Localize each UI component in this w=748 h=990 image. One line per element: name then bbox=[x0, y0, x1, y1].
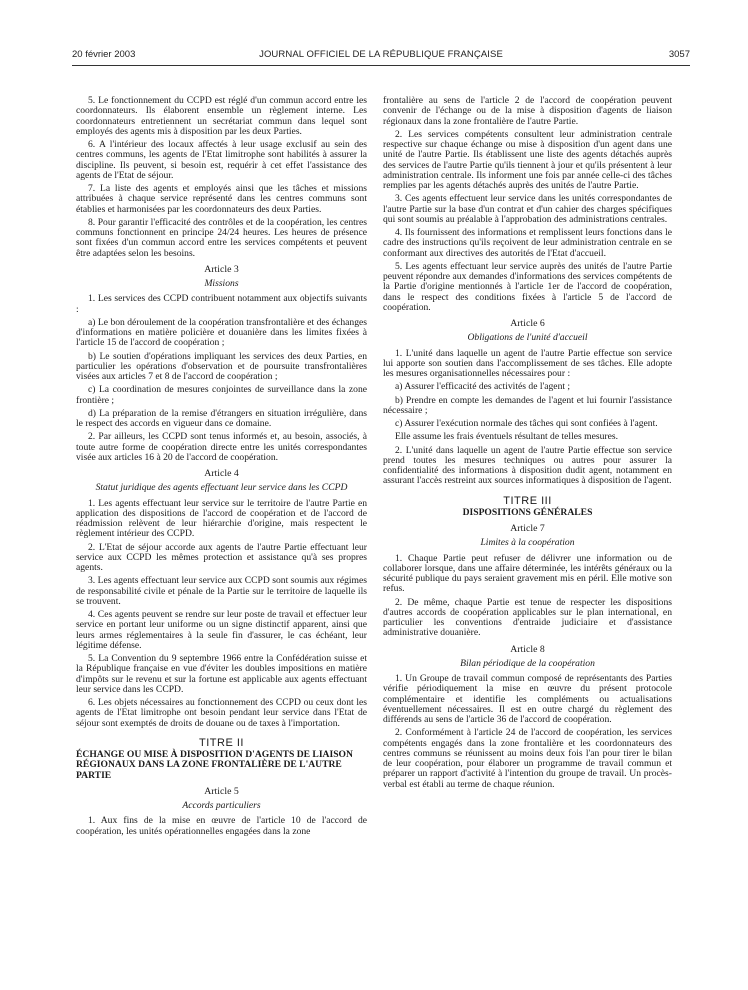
paragraph: 7. La liste des agents et employés ainsi que les tâches et missions attribuées à chaque service représenté dans les centres communs sont établies et harmonisées par les coordonnateurs des deux Parties. bbox=[76, 183, 367, 215]
paragraph: 4. Ils fournissent des informations et remplissent leurs fonctions dans le cadre des instructions qu'ils reçoivent de leur administration centrale en se conformant aux directives des autorités de l'Etat d'accueil. bbox=[383, 227, 672, 259]
article-subtitle: Obligations de l'unité d'accueil bbox=[467, 332, 588, 344]
article-subtitle: Limites à la coopération bbox=[480, 537, 575, 549]
paragraph: Elle assume les frais éventuels résultant de telles mesures. bbox=[395, 431, 618, 443]
list-item: b) Le soutien d'opérations impliquant les services des deux Parties, en particulier les opérations d'observation et de poursuite transfrontalières visées aux articles 7 et 8 de l'accord de coopération ; bbox=[76, 350, 367, 382]
paragraph: 2. L'unité dans laquelle un agent de l'autre Partie effectue son service prend toutes les mesures techniques ou autres pour assurer la confidentialité des informations à disposition dudit agent, notamment en assurant l'accès restreint aux sources informatiques à disposition de l'agent. bbox=[383, 444, 672, 487]
article-subtitle: Missions bbox=[204, 278, 239, 289]
paragraph: 5. La Convention du 9 septembre 1966 entre la Confédération suisse et la République française en vue d'éviter les doubles impositions en matière d'impôts sur le revenu et sur la fortune est applicable aux agents effectuant leur service dans les CCPD. bbox=[76, 653, 367, 695]
list-item: a) Le bon déroulement de la coopération transfrontalière et des échanges d'informations en matière policière et douanière dans les limites fixées à l'article 15 de l'accord de coopération ; bbox=[76, 316, 367, 349]
article-subtitle: Bilan périodique de la coopération bbox=[460, 657, 595, 669]
article-subtitle: Accords particuliers bbox=[182, 800, 261, 811]
paragraph: 1. L'unité dans laquelle un agent de l'autre Partie effectue son service lui apporte son soutien dans l'accomplissement de ses tâches. Elle adopte les mesures organisationnelles nécessaires pour : bbox=[383, 347, 672, 379]
article-heading: Article 3 bbox=[204, 263, 239, 275]
issue-date: 20 février 2003 bbox=[72, 49, 136, 60]
paragraph: 3. Les agents effectuant leur service aux CCPD sont soumis aux régimes de responsabilité civile et pénale de la Partie sur le territoire de laquelle ils se trouvent. bbox=[76, 575, 367, 607]
list-item: b) Prendre en compte les demandes de l'agent et lui fournir l'assistance nécessaire ; bbox=[383, 394, 672, 416]
paragraph: 1. Les services des CCPD contribuent notamment aux objectifs suivants : bbox=[76, 293, 367, 315]
paragraph: 2. Les services compétents consultent leur administration centrale respective sur chaque échange ou mise à disposition d'un agent dans une unité de l'autre Partie. Ils établissent une liste des agents détachés auprès des services de l'autre Partie qu'ils tiennent à jour et qu'ils présentent à leur administration centrale. Ils informent une fois par année celle-ci des tâches remplies par les agents détachés auprès des unités de l'autre Partie. bbox=[383, 128, 672, 191]
article-heading: Article 4 bbox=[204, 468, 239, 479]
paragraph: 6. Les objets nécessaires au fonctionnement des CCPD ou ceux dont les agents de l'Etat limitrophe ont besoin pendant leur service dans l'Etat de séjour sont exemptés de droits de douane ou de taxes à l'importation. bbox=[76, 697, 367, 729]
paragraph: 1. Les agents effectuant leur service sur le territoire de l'autre Partie en application des dispositions de l'accord de coopération et de l'accord de réadmission relèvent de leur hiérarchie d'origine, mais respectent le règlement intérieur des CCPD. bbox=[76, 497, 367, 540]
list-item: d) La préparation de la remise d'étrangers en situation irrégulière, dans le respect des accords en vigueur dans ce domaine. bbox=[76, 407, 367, 429]
paragraph: 1. Aux fins de la mise en œuvre de l'article 10 de l'accord de coopération, les unités opérationnelles engagées dans la zone bbox=[76, 815, 367, 837]
header-rule bbox=[72, 65, 690, 66]
titre-heading: TITRE II bbox=[199, 736, 244, 749]
article-heading: Article 7 bbox=[510, 523, 545, 534]
list-item: a) Assurer l'efficacité des activités de l'agent ; bbox=[395, 381, 571, 393]
paragraph: 1. Chaque Partie peut refuser de délivrer une information ou de collaborer lorsque, dans une affaire déterminée, les intérêts généraux ou la sécurité publique du pays seraient gravement mis en péril. Elle motive son refus. bbox=[383, 552, 672, 595]
list-item: c) La coordination de mesures conjointes de surveillance dans la zone frontière ; bbox=[76, 384, 367, 406]
journal-title: JOURNAL OFFICIEL DE LA RÉPUBLIQUE FRANÇAISE bbox=[259, 49, 503, 60]
paragraph: 8. Pour garantir l'efficacité des contrôles et de la coopération, les centres communs fonctionnent en principe 24/24 heures. Les heures de présence sont fixées d'un commun accord entre les services compétents et peuvent être adaptées selon les besoins. bbox=[76, 216, 367, 259]
article-heading: Article 5 bbox=[204, 785, 239, 797]
left-column bbox=[76, 96, 367, 840]
paragraph: 2. De même, chaque Partie est tenue de respecter les dispositions d'autres accords de coopération applicables sur le plan international, en particulier les conventions d'entraide judiciaire et d'assistance administrative douanière. bbox=[383, 596, 672, 639]
paragraph: 4. Ces agents peuvent se rendre sur leur poste de travail et effectuer leur service en portant leur uniforme ou un signe distinctif apparent, ainsi que leurs armes réglementaires à la seule fin d'assurer, le cas échéant, leur légitime défense. bbox=[76, 609, 367, 651]
paragraph: 2. Par ailleurs, les CCPD sont tenus informés et, au besoin, associés, à toute autre forme de coopération directe entre les unités correspondantes visée aux articles 16 à 20 de l'accord de coopération. bbox=[76, 431, 367, 463]
paragraph: 3. Ces agents effectuent leur service dans les unités correspondantes de l'autre Partie sur la base d'un contrat et d'un cahier des charges spécifiques qui sont soumis au préalable à l'approbation des administrations centrales. bbox=[383, 193, 672, 225]
titre-heading: TITRE III bbox=[503, 494, 552, 507]
titre-subject: DISPOSITIONS GÉNÉRALES bbox=[462, 506, 593, 518]
paragraph: 5. Les agents effectuant leur service auprès des unités de l'autre Partie peuvent répondre aux demandes d'informations des services compétents de la Partie d'origine mentionnés à l'article 1er de l'accord de coopération, dans le respect des conditions fixées à l'article 5 de l'accord de coopération. bbox=[383, 260, 672, 313]
page-number: 3057 bbox=[668, 49, 690, 60]
article-heading: Article 6 bbox=[510, 318, 545, 329]
paragraph: 2. Conformément à l'article 24 de l'accord de coopération, les services compétents engagés dans la zone frontalière et les coordonnateurs des centres communs se réunissent au moins deux fois l'an pour tirer le bilan de leur coopération, pour élaborer un programme de travail commun et préparer un rapport d'activité à l'intention du groupe de travail. Un procès-verbal est établi au terme de chaque réunion. bbox=[383, 727, 672, 790]
article-heading: Article 8 bbox=[510, 643, 545, 655]
list-item: c) Assurer l'exécution normale des tâches qui sont confiées à l'agent. bbox=[395, 418, 658, 429]
right-column bbox=[383, 96, 672, 793]
paragraph: 6. A l'intérieur des locaux affectés à leur usage exclusif au sein des centres communs, les agents de l'Etat limitrophe sont habilités à assurer la discipline. Ils peuvent, si besoin est, requérir à cet effet l'assistance des agents de l'Etat de séjour. bbox=[76, 139, 367, 181]
paragraph: 5. Le fonctionnement du CCPD est réglé d'un commun accord entre les coordonnateurs. Ils élaborent ensemble un règlement interne. Les coordonnateurs entretiennent un secrétariat commun dans lequel sont employés des agents mis à disposition par les deux Parties. bbox=[76, 95, 367, 137]
titre-subject: ÉCHANGE OU MISE À DISPOSITION D'AGENTS DE LIAISON RÉGIONAUX DANS LA ZONE FRONTALIÈRE DE L'AUTRE PARTIE bbox=[76, 749, 353, 781]
article-subtitle: Statut juridique des agents effectuant leur service dans les CCPD bbox=[95, 482, 348, 494]
paragraph: frontalière au sens de l'article 2 de l'accord de coopération peuvent convenir de l'échange ou de la mise à disposition d'agents de liaison régionaux dans la zone frontalière de l'autre Partie. bbox=[383, 95, 672, 127]
paragraph: 1. Un Groupe de travail commun composé de représentants des Parties vérifie périodiquement la mise en œuvre du présent protocole complémentaire et identifie les compléments ou actualisations éventuellement nécessaires. Il est en outre chargé du règlement des différends au sens de l'article 36 de l'accord de coopération. bbox=[383, 673, 672, 725]
paragraph: 2. L'Etat de séjour accorde aux agents de l'autre Partie effectuant leur service aux CCPD les mêmes protection et assistance qu'à ses propres agents. bbox=[76, 541, 367, 573]
